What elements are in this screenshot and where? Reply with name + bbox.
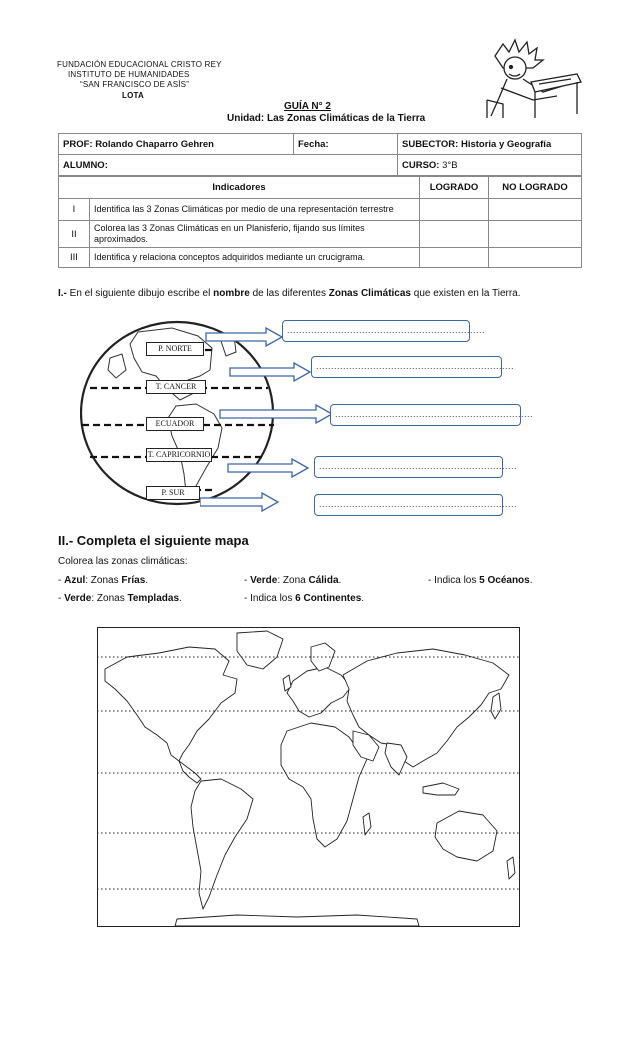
indicators-header: Indicadores xyxy=(59,177,420,199)
achieved-check[interactable] xyxy=(420,248,489,268)
legend-dash: - xyxy=(244,575,251,586)
unit-title: Unidad: Las Zonas Climáticas de la Tierra xyxy=(227,113,426,124)
legend-text: : Zona xyxy=(277,575,309,586)
section1-bold: nombre xyxy=(213,288,250,299)
not-achieved-check[interactable] xyxy=(489,199,582,221)
legend-zone: Templadas xyxy=(127,593,179,604)
indicator-num: III xyxy=(59,248,90,268)
course-label: CURSO: xyxy=(402,159,440,171)
school-subtitle: “SAN FRANCISCO DE ASÍS” xyxy=(80,80,190,89)
not-achieved-check[interactable] xyxy=(489,221,582,248)
legend-continents: - Indica los 6 Continentes. xyxy=(244,593,365,604)
arrow-icon xyxy=(228,459,308,477)
course-value: 3°B xyxy=(442,159,458,171)
arrow-icon xyxy=(206,328,282,346)
indicators-table xyxy=(58,176,582,268)
arrow-icon xyxy=(200,493,278,511)
subject-value: Historia y Geografía xyxy=(460,138,552,150)
subject-label: SUBECTOR: xyxy=(402,138,459,150)
date-cell[interactable] xyxy=(294,134,398,155)
legend-dash: - xyxy=(58,593,65,604)
arrows-layer xyxy=(200,320,340,520)
section2-title: II.- Completa el siguiente mapa xyxy=(58,533,249,548)
legend-zone: 5 Océanos xyxy=(479,575,530,586)
student-desk-icon xyxy=(473,34,583,120)
section1-text: En el siguiente dibujo escribe el xyxy=(69,288,211,299)
indicator-text: Identifica las 3 Zonas Climáticas por medio de una representación terrestre xyxy=(90,199,420,221)
legend-dash: - xyxy=(58,575,65,586)
info-table xyxy=(58,133,582,176)
antarctica-shape xyxy=(175,915,419,926)
not-achieved-check[interactable] xyxy=(489,248,582,268)
indicator-text: Identifica y relaciona conceptos adquiridos mediante un crucigrama. xyxy=(90,248,420,268)
legend-zone: 6 Continentes xyxy=(295,593,362,604)
not-achieved-header: NO LOGRADO xyxy=(489,177,582,199)
legend-zone: Frías xyxy=(121,575,146,586)
section1-text: que existen en la Tierra. xyxy=(413,288,521,299)
indicator-text: Colorea las 3 Zonas Climáticas en un Planisferio, fijando sus límites aproximados. xyxy=(90,221,420,248)
indicator-num: I xyxy=(59,199,90,221)
legend-warm: - Verde: Zona Cálida. xyxy=(244,575,342,586)
section2-intro: Colorea las zonas climáticas: xyxy=(58,556,188,567)
legend-text: : Zonas xyxy=(85,575,122,586)
achieved-check[interactable] xyxy=(420,221,489,248)
answer-box-3[interactable]: .................................................................. xyxy=(330,404,521,426)
north-pole-label: P. NORTE xyxy=(146,342,204,356)
legend-color: Verde xyxy=(64,593,92,604)
section1-bold: Zonas Climáticas xyxy=(328,288,411,299)
course-cell xyxy=(398,155,582,176)
teacher-cell: PROF: Rolando Chaparro Gehren xyxy=(59,134,294,155)
school-name: FUNDACIÓN EDUCACIONAL CRISTO REY xyxy=(57,60,222,69)
legend-temperate: - Verde: Zonas Templadas. xyxy=(58,593,182,604)
answer-box-5[interactable]: .................................................................. xyxy=(314,494,503,516)
arrow-icon xyxy=(230,363,310,381)
student-cell[interactable] xyxy=(59,155,398,176)
indicator-num: II xyxy=(59,221,90,248)
subject-cell xyxy=(398,134,582,155)
date-label: Fecha: xyxy=(298,138,329,150)
legend-zone: Cálida xyxy=(308,575,339,586)
legend-text: - Indica los xyxy=(244,593,296,604)
equator-label: ECUADOR xyxy=(146,417,204,431)
legend-text: - Indica los xyxy=(428,575,480,586)
section1-text: de las diferentes xyxy=(252,288,326,299)
south-pole-label: P. SUR xyxy=(146,486,200,500)
cancer-tropic-label: T. CANCER xyxy=(146,380,206,394)
achieved-check[interactable] xyxy=(420,199,489,221)
institute-name: INSTITUTO DE HUMANIDADES xyxy=(68,70,190,79)
answer-box-2[interactable]: .................................................................. xyxy=(311,356,502,378)
student-label: ALUMNO: xyxy=(63,159,108,171)
legend-oceans: - Indica los 5 Océanos. xyxy=(428,575,533,586)
legend-cold: - Azul: Zonas Frías. xyxy=(58,575,149,586)
capricorn-tropic-label: T. CAPRICORNIO xyxy=(146,448,212,462)
world-map[interactable] xyxy=(97,627,520,927)
guide-title: GUÍA N° 2 xyxy=(284,101,331,112)
legend-text: : Zonas xyxy=(91,593,128,604)
answer-box-4[interactable]: .................................................................. xyxy=(314,456,503,478)
arrow-icon xyxy=(220,405,332,423)
section1-instruction xyxy=(58,287,582,301)
answer-box-1[interactable]: .................................................................. xyxy=(282,320,470,342)
school-city: LOTA xyxy=(122,91,144,100)
legend-color: Verde xyxy=(250,575,278,586)
section1-prefix: I.- xyxy=(58,288,67,299)
achieved-header: LOGRADO xyxy=(420,177,489,199)
legend-color: Azul xyxy=(64,575,86,586)
